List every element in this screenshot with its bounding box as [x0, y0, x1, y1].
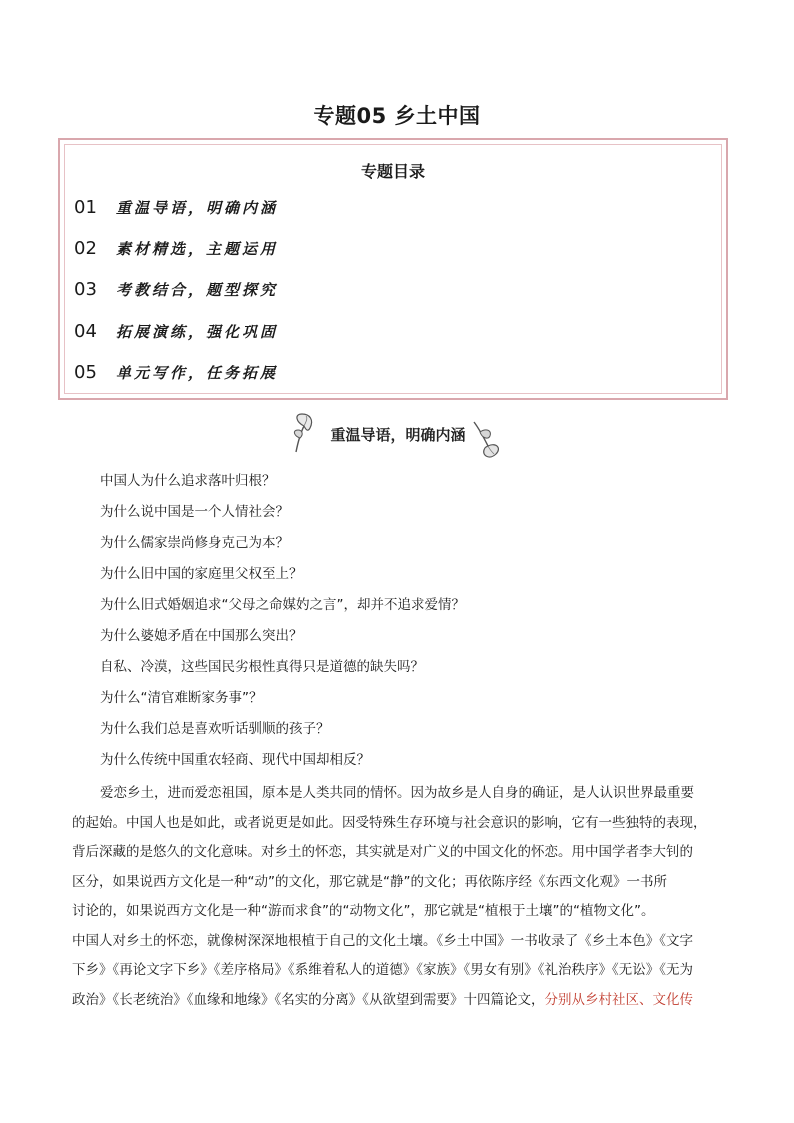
paragraph-line: 爱恋乡土，进而爱恋祖国，原本是人类共同的情怀。因为故乡是人自身的确证，是人认识世界最重要 — [100, 785, 694, 801]
toc-item-label: 考教结合，题型探究 — [116, 281, 279, 299]
question-line: 自私、冷漠，这些国民劣根性真得只是道德的缺失吗？ — [100, 659, 424, 675]
section-title: 重温导语，明确内涵 — [330, 426, 466, 444]
toc-item-label: 素材精选，主题运用 — [116, 240, 279, 258]
toc-inner-frame — [64, 144, 722, 394]
toc-item-05[interactable] — [74, 362, 278, 383]
paragraph-line: 的起始。中国人也是如此，或者说更是如此。因受特殊生存环境与社会意识的影响，它有一些独特的表现， — [72, 814, 707, 831]
paragraph-line: 区分，如果说西方文化是一种“动”的文化，那它就是“静”的文化；再依陈序经《东西文化观》一书所 — [72, 873, 667, 890]
table-of-contents — [58, 138, 728, 400]
page-title: 专题05 乡土中国 — [313, 104, 481, 128]
question-line: 为什么旧式婚姻追求“父母之命媒妁之言”，却并不追求爱情？ — [100, 597, 465, 613]
question-line: 中国人为什么追求落叶归根？ — [100, 473, 276, 489]
toc-item-number: 03 — [74, 279, 97, 300]
question-line: 为什么我们总是喜欢听话驯顺的孩子？ — [100, 721, 330, 737]
section-banner — [290, 412, 504, 458]
toc-item-label: 单元写作，任务拓展 — [116, 364, 279, 382]
toc-item-number: 05 — [74, 362, 97, 383]
toc-item-02[interactable] — [74, 238, 278, 259]
highlighted-text: 分别从乡村社区、文化传 — [544, 991, 693, 1008]
paragraph-line: 讨论的，如果说西方文化是一种“游而求食”的“动物文化”，那它就是“植根于土壤”的“植物文化”。 — [72, 903, 655, 919]
leaf-ornament-right-icon — [470, 416, 504, 460]
paragraph-line-text: 政治》《长老统治》《血缘和地缘》《名实的分离》《从欲望到需要》十四篇论文， — [72, 991, 545, 1008]
paragraph-line: 下乡》《再论文字下乡》《差序格局》《系维着私人的道德》《家族》《男女有别》《礼治秩序》《无讼》《无为 — [72, 962, 693, 978]
intro-paragraph — [72, 778, 732, 1014]
question-line: 为什么旧中国的家庭里父权至上？ — [100, 566, 303, 582]
toc-item-number: 02 — [74, 238, 97, 259]
intro-body — [72, 466, 732, 1014]
toc-item-01[interactable] — [74, 197, 278, 218]
toc-item-label: 重温导语，明确内涵 — [116, 199, 279, 217]
toc-item-number: 04 — [74, 321, 97, 342]
question-line: 为什么婆媳矛盾在中国那么突出？ — [100, 628, 303, 644]
paragraph-line-last — [72, 985, 732, 1015]
toc-item-label: 拓展演练，强化巩固 — [116, 323, 279, 341]
paragraph-line: 中国人对乡土的怀恋，就像树深深地根植于自己的文化土壤。《乡土中国》一书收录了《乡土本色》《文字 — [72, 932, 693, 949]
question-line: 为什么传统中国重农轻商、现代中国却相反？ — [100, 752, 370, 768]
question-line: 为什么说中国是一个人情社会？ — [100, 504, 289, 520]
toc-item-03[interactable] — [74, 279, 278, 300]
toc-item-number: 01 — [74, 197, 97, 218]
toc-heading: 专题目录 — [360, 162, 425, 181]
question-line: 为什么“清官难断家务事”？ — [100, 690, 263, 706]
toc-item-04[interactable] — [74, 321, 278, 342]
paragraph-line: 背后深藏的是悠久的文化意味。对乡土的怀恋，其实就是对广义的中国文化的怀恋。用中国学者李大钊的 — [72, 844, 693, 860]
question-line: 为什么儒家崇尚修身克己为本？ — [100, 535, 289, 551]
